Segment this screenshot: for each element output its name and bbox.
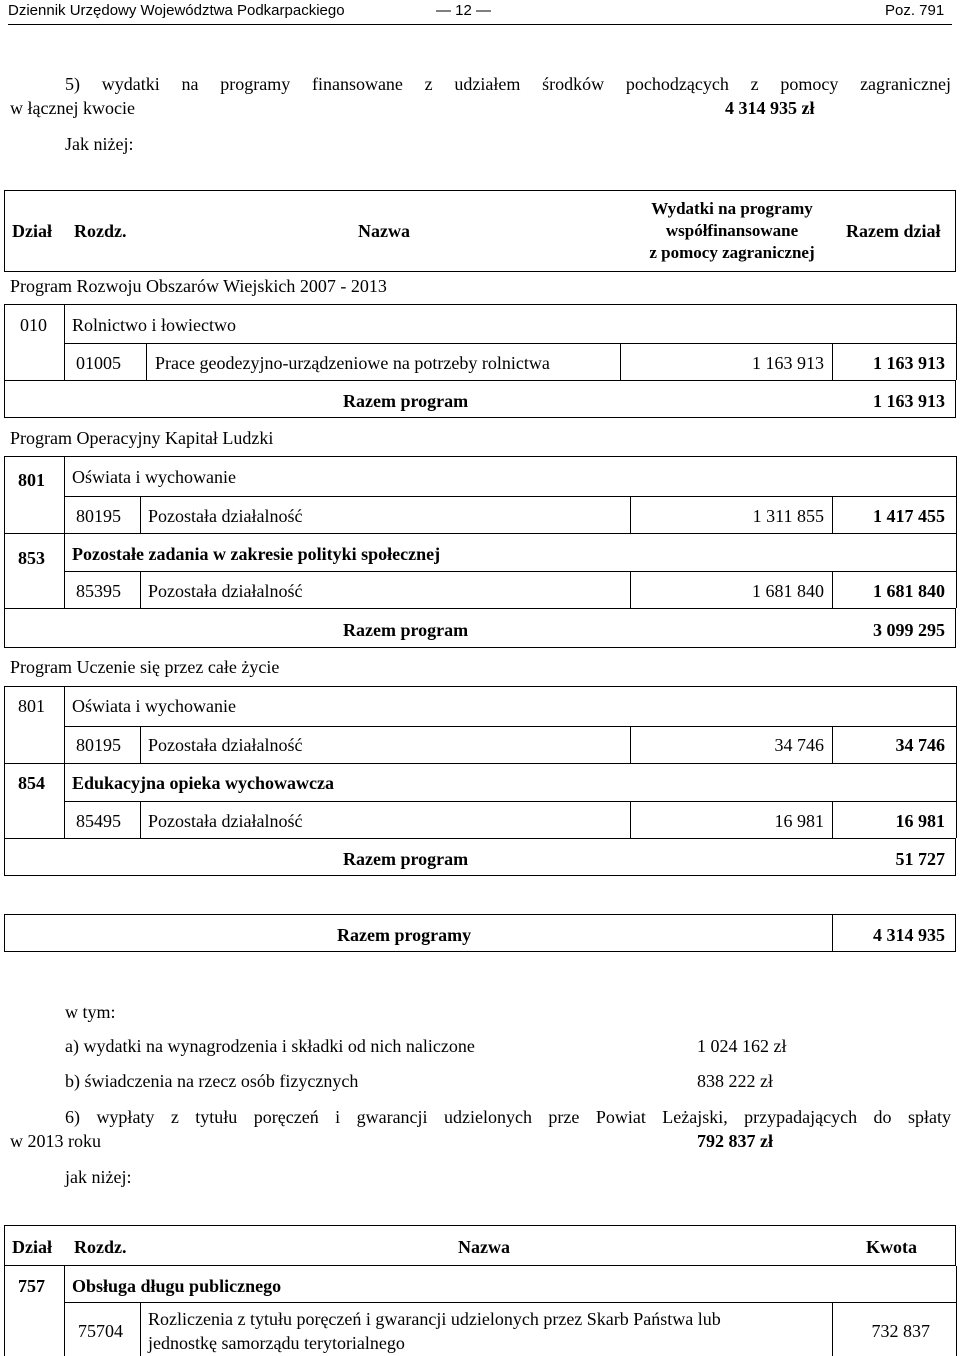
table2-head-dzial: Dział <box>12 1237 52 1257</box>
section5-as-below: Jak niżej: <box>65 134 134 154</box>
divider <box>4 456 956 457</box>
p3-r2-total: 16 981 <box>895 811 945 831</box>
p2-r1-code: 80195 <box>76 506 121 526</box>
p2-d1-name: Oświata i wychowanie <box>72 467 236 487</box>
p2-d2-code: 853 <box>18 548 45 568</box>
divider <box>64 456 65 608</box>
detail-b-value: 838 222 zł <box>697 1071 773 1091</box>
detail-b-label: b) świadczenia na rzecz osób fizycznych <box>65 1071 359 1091</box>
p3-r2-value: 16 981 <box>774 811 824 831</box>
divider <box>140 1302 141 1356</box>
divider <box>4 456 5 608</box>
table1-head-wydatki-1: Wydatki na programy <box>651 199 813 218</box>
p2-r1-name: Pozostała działalność <box>148 506 303 526</box>
p3-r1-value: 34 746 <box>774 735 824 755</box>
p2-r1-total: 1 417 455 <box>873 506 945 526</box>
p3-r1-total: 34 746 <box>895 735 945 755</box>
divider <box>64 496 956 497</box>
journal-title: Dziennik Urzędowy Województwa Podkarpackiego <box>8 2 345 19</box>
position-number: Poz. 791 <box>885 2 945 19</box>
p3-total-row <box>4 838 956 876</box>
p1-rozdz-name: Prace geodezyjno-urządzeniowe na potrzeby rolnictwa <box>155 353 550 373</box>
p3-d1-name: Oświata i wychowanie <box>72 696 236 716</box>
t2-rozdz-name-2: jednostkę samorządu terytorialnego <box>148 1333 405 1353</box>
p3-r1-code: 80195 <box>76 735 121 755</box>
p1-total-row <box>4 380 956 418</box>
divider <box>64 571 956 572</box>
divider <box>4 304 5 380</box>
p2-total-label: Razem program <box>343 620 469 640</box>
divider <box>956 304 957 380</box>
p3-total-label: Razem program <box>343 849 469 869</box>
t2-dzial-name: Obsługa długu publicznego <box>72 1276 282 1296</box>
header-rule <box>8 24 952 25</box>
p1-total-value: 1 163 913 <box>873 391 945 411</box>
p2-total-value: 3 099 295 <box>873 620 945 640</box>
table1-head-nazwa: Nazwa <box>358 221 410 241</box>
divider <box>4 1266 5 1356</box>
divider <box>140 496 141 533</box>
p3-r1-name: Pozostała działalność <box>148 735 303 755</box>
table1-head-rozdz: Rozdz. <box>74 221 127 241</box>
grand-total-label: Razem programy <box>337 925 472 945</box>
program2-title: Program Operacyjny Kapitał Ludzki <box>10 428 274 448</box>
divider <box>140 801 141 838</box>
section5-amount: 4 314 935 zł <box>725 98 815 118</box>
divider <box>64 304 65 380</box>
divider <box>4 686 956 687</box>
divider <box>4 686 5 838</box>
table2-head-kwota: Kwota <box>866 1237 917 1257</box>
detail-a-value: 1 024 162 zł <box>697 1036 787 1056</box>
section5-line1: 5) wydatki na programy finansowane z udziałem środków pochodzących z pomocy zagranicznej <box>65 74 951 94</box>
section6-line2: w 2013 roku <box>10 1131 101 1151</box>
p2-d1-code: 801 <box>18 470 45 490</box>
p2-r2-value: 1 681 840 <box>752 581 824 601</box>
divider <box>146 343 147 380</box>
p2-r2-total: 1 681 840 <box>873 581 945 601</box>
divider <box>64 726 956 727</box>
divider <box>956 686 957 838</box>
p2-r2-code: 85395 <box>76 581 121 601</box>
divider <box>64 1266 65 1356</box>
table1-head-wydatki-2: współfinansowane <box>665 221 799 240</box>
divider <box>140 726 141 763</box>
p2-total-row <box>4 608 956 648</box>
p2-d2-name: Pozostałe zadania w zakresie polityki społecznej <box>72 544 441 564</box>
divider <box>64 686 65 838</box>
p1-dzial-name: Rolnictwo i łowiectwo <box>72 315 236 335</box>
p1-rozdz-total: 1 163 913 <box>873 353 945 373</box>
p1-dzial-code: 010 <box>20 315 47 335</box>
page-number: — 12 — <box>436 2 492 19</box>
program3-title: Program Uczenie się przez całe życie <box>10 657 280 677</box>
t2-rozdz-code: 75704 <box>78 1321 123 1341</box>
p3-r2-code: 85495 <box>76 811 121 831</box>
p3-r2-name: Pozostała działalność <box>148 811 303 831</box>
section6-as-below: jak niżej: <box>65 1167 132 1187</box>
grand-total-row <box>4 914 956 952</box>
p3-d1-code: 801 <box>18 696 45 716</box>
t2-rozdz-name-1: Rozliczenia z tytułu poręczeń i gwarancji udzielonych przez Skarb Państwa lub <box>148 1309 721 1329</box>
grand-total-value: 4 314 935 <box>873 925 945 945</box>
p3-d2-code: 854 <box>18 773 45 793</box>
section6-line1: 6) wypłaty z tytułu poręczeń i gwarancji udzielonych prze Powiat Leżajski, przypadających do spłaty <box>65 1107 951 1127</box>
divider <box>64 801 956 802</box>
p3-d2-name: Edukacyjna opieka wychowawcza <box>72 773 335 793</box>
table1-head-wydatki-3: z pomocy zagranicznej <box>649 243 815 262</box>
divider <box>4 533 956 534</box>
divider <box>956 456 957 608</box>
t2-rozdz-value: 732 837 <box>871 1321 930 1341</box>
divider <box>4 763 956 764</box>
p2-r2-name: Pozostała działalność <box>148 581 303 601</box>
p2-r1-value: 1 311 855 <box>752 506 824 526</box>
p3-total-value: 51 727 <box>895 849 945 869</box>
p1-rozdz-value: 1 163 913 <box>752 353 824 373</box>
p1-rozdz-code: 01005 <box>76 353 121 373</box>
table1-head-razem: Razem dział <box>846 221 941 241</box>
detail-a-label: a) wydatki na wynagrodzenia i składki od nich naliczone <box>65 1036 475 1056</box>
w-tym-label: w tym: <box>65 1002 116 1022</box>
section6-amount: 792 837 zł <box>697 1131 773 1151</box>
table1-head-dzial: Dział <box>12 221 52 241</box>
divider <box>64 343 956 344</box>
divider <box>140 571 141 608</box>
divider <box>956 1266 957 1356</box>
table2-head-nazwa: Nazwa <box>458 1237 510 1257</box>
program1-title: Program Rozwoju Obszarów Wiejskich 2007 - 2013 <box>10 276 387 296</box>
t2-dzial-code: 757 <box>18 1276 45 1296</box>
table2-head-rozdz: Rozdz. <box>74 1237 127 1257</box>
p1-total-label: Razem program <box>343 391 469 411</box>
section5-line2: w łącznej kwocie <box>10 98 135 118</box>
divider <box>4 304 956 305</box>
divider <box>64 1302 956 1303</box>
